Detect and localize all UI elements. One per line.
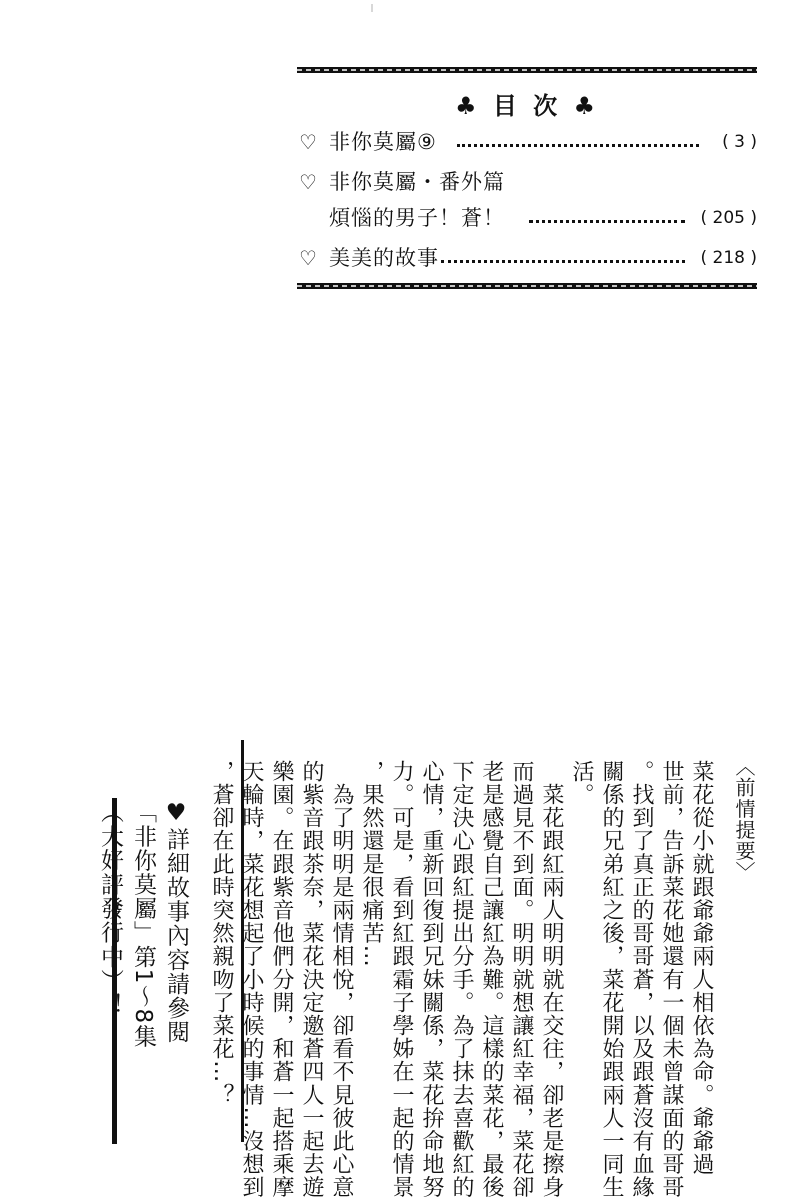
heart-icon: ♡ <box>299 130 317 154</box>
toc-entry-label: 非你莫屬・番外篇 <box>329 166 507 198</box>
dot-leader <box>529 220 685 223</box>
toc-entry-page: ( 205 ) <box>700 208 757 228</box>
toc-entry[interactable] <box>297 242 757 274</box>
table-of-contents <box>297 66 757 296</box>
toc-entry[interactable] <box>297 126 757 158</box>
scan-mark <box>371 4 373 12</box>
toc-entry[interactable] <box>297 202 757 234</box>
heart-icon: ♡ <box>299 170 317 194</box>
dot-leader <box>441 260 685 263</box>
toc-entry-page: ( 218 ) <box>700 248 757 268</box>
toc-entry-label: 美美的故事 <box>329 242 441 274</box>
toc-entry[interactable] <box>297 166 757 198</box>
toc-title-text: 目 次 <box>492 92 562 120</box>
recap-title: ︿前情提要﹀ <box>732 755 756 883</box>
club-icon: ♣ <box>454 92 481 120</box>
rope-border-bottom <box>297 282 757 290</box>
recap-body: 菜花從小就跟爺爺兩人相依為命。爺爺過 世前，告訴菜花她還有一個未曾謀面的哥哥 。找到了真正的哥哥蒼，以及跟蒼沒有血緣 關係的兄弟紅之後，菜花開始跟兩人一同生 活。 菜花跟紅兩人明明就在交往，卻老是擦身 而過見不到面。明明就想讓紅幸福，菜花卻 老是感覺自己讓紅為難。這樣的菜花，最後 下定決心跟紅提出分手。為了抹去喜歡紅的 心情，重新回復到兄妹關係，菜花拚命地努 力。可是，看到紅跟霜子學姊在一起的情景 ，果然還是很痛苦… 為了明明是兩情相悅，卻看不見彼此心意 的紫音跟茶奈，菜花決定邀蒼四人一起去遊 樂園。在跟紫音他們分開，和蒼一起搭乘摩 天輪時，菜花想起了小時候的事情…沒想到 ，蒼卻在此時突然親吻了菜花…？ <box>209 760 714 1199</box>
heart-icon: ♡ <box>299 246 317 270</box>
series-notice: ♥詳細故事內容請參閱 「非你莫屬」第1～8集 ︵大好評發行中︶！ <box>97 800 189 1049</box>
club-icon: ♣ <box>573 92 600 120</box>
rope-border-top <box>297 66 757 74</box>
toc-title <box>297 86 757 120</box>
toc-entry-label: 煩惱的男子！蒼！ <box>329 202 507 234</box>
toc-entry-label: 非你莫屬⑨ <box>329 126 439 158</box>
toc-entry-page: ( 3 ) <box>722 132 757 152</box>
dot-leader <box>457 144 699 147</box>
